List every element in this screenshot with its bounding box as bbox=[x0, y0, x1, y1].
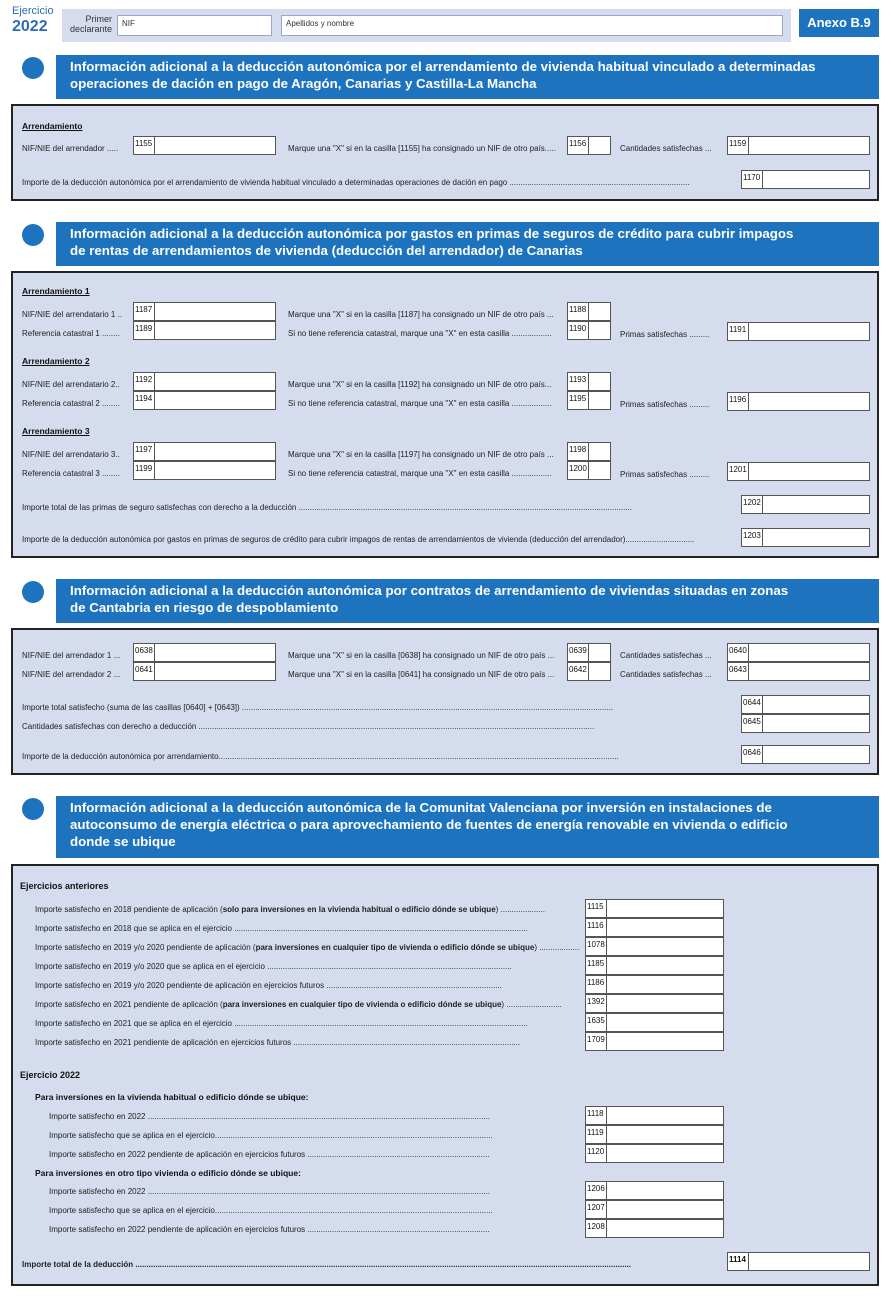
sin-referencia-label: Si no tiene referencia catastral, marque una "X" en esta casilla .................. bbox=[288, 329, 552, 338]
cantidades-label: Cantidades satisfechas ... bbox=[620, 670, 712, 679]
casilla-1709[interactable] bbox=[585, 1032, 724, 1051]
label-dots: ) .................. bbox=[534, 943, 580, 952]
title-line: Información adicional a la deducción autonómica por gastos en primas de seguros de crédito para cubrir impagos bbox=[70, 226, 794, 241]
casilla-code: 1187 bbox=[134, 303, 155, 320]
casilla-1201[interactable] bbox=[727, 462, 870, 481]
anexo-badge: Anexo B.9 bbox=[799, 9, 879, 37]
section-bullet-icon bbox=[22, 798, 44, 820]
casilla-code: 1196 bbox=[728, 393, 749, 410]
casilla-code: 1202 bbox=[742, 496, 763, 513]
nif-arrendador-1-label: NIF/NIE del arrendador 1 ... bbox=[22, 651, 121, 660]
section-bullet-icon bbox=[22, 57, 44, 79]
marque-label: Marque una "X" si en la casilla [1197] ha consignado un NIF de otro país ... bbox=[288, 450, 554, 459]
casilla-1155[interactable] bbox=[133, 136, 276, 155]
casilla-code: 0641 bbox=[134, 663, 155, 680]
label-bold-text: para inversiones en cualquier tipo de vivienda o edificio dónde se ubique bbox=[255, 943, 535, 952]
primas-label: Primas satisfechas ......... bbox=[620, 470, 710, 479]
label-text: Importe satisfecho en 2018 pendiente de aplicación ( bbox=[35, 905, 223, 914]
casilla-1207[interactable] bbox=[585, 1200, 724, 1219]
primer-label: Primer bbox=[85, 14, 112, 24]
ejercicio-year: 2022 bbox=[12, 18, 48, 35]
title-line: Información adicional a la deducción autonómica por contratos de arrendamiento de viviendas situadas en zonas bbox=[70, 583, 789, 598]
importe-deduccion-label: Importe de la deducción autonómica por gastos en primas de seguros de crédito para cubrir impagos de rentas de arrendamientos de vivienda (deducción del arrendador)............................... bbox=[22, 535, 695, 544]
nif-arrendatario-label: NIF/NIE del arrendatario 3.. bbox=[22, 450, 120, 459]
casilla-1116[interactable] bbox=[585, 918, 724, 937]
casilla-code: 0639 bbox=[568, 644, 589, 661]
primas-label: Primas satisfechas ......... bbox=[620, 330, 710, 339]
section-3-title bbox=[56, 579, 879, 623]
importe-row-label bbox=[35, 905, 580, 915]
marque-label: Marque una "X" si en la casilla [0641] ha consignado un NIF de otro país ... bbox=[288, 670, 555, 679]
casilla-1188[interactable] bbox=[567, 302, 611, 321]
casilla-code: 0644 bbox=[742, 696, 763, 713]
casilla-1189[interactable] bbox=[133, 321, 276, 340]
casilla-1195[interactable] bbox=[567, 391, 611, 410]
arrendamiento-3-heading: Arrendamiento 3 bbox=[22, 426, 90, 436]
casilla-1208[interactable] bbox=[585, 1219, 724, 1238]
importe-row-label bbox=[35, 924, 580, 934]
casilla-1187[interactable] bbox=[133, 302, 276, 321]
importe-total-deduccion-label: Importe total de la deducción ............................................................................................................................................................................................................................... bbox=[22, 1260, 631, 1269]
importe-row-label bbox=[35, 1019, 580, 1029]
casilla-0641[interactable] bbox=[133, 662, 276, 681]
casilla-code: 0643 bbox=[728, 663, 749, 680]
casilla-1203[interactable] bbox=[741, 528, 870, 547]
casilla-code: 1078 bbox=[586, 938, 607, 955]
casilla-1185[interactable] bbox=[585, 956, 724, 975]
casilla-code: 0638 bbox=[134, 644, 155, 661]
casilla-code: 1190 bbox=[568, 322, 589, 339]
sin-referencia-label: Si no tiene referencia catastral, marque una "X" en esta casilla .................. bbox=[288, 399, 552, 408]
label-text: Importe satisfecho en 2021 que se aplica en el ejercicio .................................................................................................................................... bbox=[35, 1019, 528, 1028]
casilla-1192[interactable] bbox=[133, 372, 276, 391]
section-1-title bbox=[56, 55, 879, 99]
casilla-0638[interactable] bbox=[133, 643, 276, 662]
marque-label: Marque una "X" si en la casilla [1192] ha consignado un NIF de otro país... bbox=[288, 380, 552, 389]
label-text: Importe satisfecho en 2021 pendiente de aplicación ( bbox=[35, 1000, 223, 1009]
casilla-code: 1186 bbox=[586, 976, 607, 993]
casilla-code: 1208 bbox=[586, 1220, 607, 1237]
title-line: operaciones de dación en pago de Aragón, Canarias y Castilla-La Mancha bbox=[70, 76, 537, 91]
casilla-1190[interactable] bbox=[567, 321, 611, 340]
importe-row-label: Importe satisfecho en 2022 pendiente de aplicación en ejercicios futuros .................................................................................. bbox=[49, 1225, 490, 1234]
casilla-1194[interactable] bbox=[133, 391, 276, 410]
section-2-title bbox=[56, 222, 879, 266]
cantidades-label: Cantidades satisfechas ... bbox=[620, 651, 712, 660]
title-line: de Cantabria en riesgo de despoblamiento bbox=[70, 600, 339, 615]
casilla-code: 1191 bbox=[728, 323, 749, 340]
label-text: Importe satisfecho en 2019 y/o 2020 que se aplica en el ejercicio .............................................................................................................. bbox=[35, 962, 512, 971]
importe-row-label: Importe satisfecho que se aplica en el ejercicio............................................................................................................................. bbox=[49, 1206, 493, 1215]
marque-label: Marque una "X" si en la casilla [1187] ha consignado un NIF de otro país ... bbox=[288, 310, 554, 319]
casilla-1206[interactable] bbox=[585, 1181, 724, 1200]
casilla-1200[interactable] bbox=[567, 461, 611, 480]
casilla-code: 1201 bbox=[728, 463, 749, 480]
casilla-1191[interactable] bbox=[727, 322, 870, 341]
importe-row-label bbox=[35, 962, 580, 972]
importe-row-label: Importe satisfecho en 2022 .......................................................................................................................................................... bbox=[49, 1187, 491, 1196]
casilla-0646[interactable] bbox=[741, 745, 870, 764]
arrendamiento-1-heading: Arrendamiento 1 bbox=[22, 286, 90, 296]
casilla-code: 1194 bbox=[134, 392, 155, 409]
casilla-1120[interactable] bbox=[585, 1144, 724, 1163]
importe-row-label bbox=[35, 1038, 580, 1048]
label-text: Importe satisfecho en 2021 pendiente de aplicación en ejercicios futuros ...................................................................................................... bbox=[35, 1038, 521, 1047]
sin-referencia-label: Si no tiene referencia catastral, marque una "X" en esta casilla .................. bbox=[288, 469, 552, 478]
casilla-1114[interactable] bbox=[727, 1252, 870, 1271]
importe-row-label: Importe satisfecho en 2022 pendiente de aplicación en ejercicios futuros .................................................................................. bbox=[49, 1150, 490, 1159]
title-line: Información adicional a la deducción autonómica de la Comunitat Valenciana por inversión en instalaciones de bbox=[70, 800, 772, 815]
section-bullet-icon bbox=[22, 224, 44, 246]
nif-arrendatario-label: NIF/NIE del arrendatario 1 .. bbox=[22, 310, 123, 319]
referencia-catastral-label: Referencia catastral 1 ........ bbox=[22, 329, 120, 338]
casilla-code: 0640 bbox=[728, 644, 749, 661]
casilla-1202[interactable] bbox=[741, 495, 870, 514]
ejercicio-2022-heading: Ejercicio 2022 bbox=[20, 1070, 81, 1080]
casilla-code: 1188 bbox=[568, 303, 589, 320]
casilla-1635[interactable] bbox=[585, 1013, 724, 1032]
casilla-1199[interactable] bbox=[133, 461, 276, 480]
casilla-code: 0642 bbox=[568, 663, 589, 680]
nif-arrendatario-label: NIF/NIE del arrendatario 2.. bbox=[22, 380, 120, 389]
referencia-catastral-label: Referencia catastral 2 ........ bbox=[22, 399, 120, 408]
nif-arrendador-2-label: NIF/NIE del arrendador 2 ... bbox=[22, 670, 121, 679]
casilla-0640[interactable] bbox=[727, 643, 870, 662]
cantidades-label: Cantidades satisfechas ... bbox=[620, 144, 712, 153]
casilla-1196[interactable] bbox=[727, 392, 870, 411]
ejercicios-anteriores-heading: Ejercicios anteriores bbox=[20, 881, 109, 891]
label-dots: ) .................... bbox=[495, 905, 545, 914]
casilla-code: 1118 bbox=[586, 1107, 607, 1124]
marque-label: Marque una "X" si en la casilla [1155] ha consignado un NIF de otro país..... bbox=[288, 144, 556, 153]
ejercicio-label: Ejercicio bbox=[12, 5, 54, 17]
casilla-0644[interactable] bbox=[741, 695, 870, 714]
importe-row-label bbox=[35, 1000, 580, 1010]
apellidos-field[interactable]: Apellidos y nombre bbox=[281, 15, 783, 36]
casilla-1078[interactable] bbox=[585, 937, 724, 956]
label-bold-text: para inversiones en cualquier tipo de vivienda o edificio dónde se ubique bbox=[222, 1000, 502, 1009]
nif-field[interactable]: NIF bbox=[117, 15, 272, 36]
section-4-title bbox=[56, 796, 879, 858]
casilla-code: 1114 bbox=[728, 1253, 749, 1270]
otro-tipo-heading: Para inversiones en otro tipo vivienda o edificio dónde se ubique: bbox=[35, 1168, 301, 1178]
casilla-code: 1200 bbox=[568, 462, 589, 479]
importe-deduccion-label: Importe de la deducción autonómica por arrendamiento.................................................................................................................................................................................... bbox=[22, 752, 619, 761]
label-text: Importe satisfecho en 2019 y/o 2020 pendiente de aplicación en ejercicios futuros ............................................................................... bbox=[35, 981, 502, 990]
casilla-code: 1193 bbox=[568, 373, 589, 390]
declarante-label: declarante bbox=[69, 24, 112, 34]
casilla-1119[interactable] bbox=[585, 1125, 724, 1144]
casilla-1186[interactable] bbox=[585, 975, 724, 994]
casilla-code: 1189 bbox=[134, 322, 155, 339]
casilla-1156[interactable] bbox=[567, 136, 611, 155]
arrendamiento-2-heading: Arrendamiento 2 bbox=[22, 356, 90, 366]
casilla-1115[interactable] bbox=[585, 899, 724, 918]
casilla-0642[interactable] bbox=[567, 662, 611, 681]
importe-row-label: Importe satisfecho en 2022 .......................................................................................................................................................... bbox=[49, 1112, 491, 1121]
importe-deduccion-label: Importe de la deducción autonómica por el arrendamiento de vivienda habitual vinculado a determinadas operaciones de dación en pago ................................................................................. bbox=[22, 178, 690, 187]
casilla-code: 1170 bbox=[742, 171, 763, 188]
casilla-code: 1119 bbox=[586, 1126, 607, 1143]
casilla-1170[interactable] bbox=[741, 170, 870, 189]
casilla-code: 1185 bbox=[586, 957, 607, 974]
primer-declarante-label bbox=[62, 14, 112, 34]
casilla-code: 1203 bbox=[742, 529, 763, 546]
casilla-code: 1635 bbox=[586, 1014, 607, 1031]
casilla-1197[interactable] bbox=[133, 442, 276, 461]
casilla-1193[interactable] bbox=[567, 372, 611, 391]
casilla-1118[interactable] bbox=[585, 1106, 724, 1125]
arrendamiento-heading: Arrendamiento bbox=[22, 121, 83, 131]
casilla-code: 1159 bbox=[728, 137, 749, 154]
section-bullet-icon bbox=[22, 581, 44, 603]
casilla-code: 1199 bbox=[134, 462, 155, 479]
marque-label: Marque una "X" si en la casilla [0638] ha consignado un NIF de otro país ... bbox=[288, 651, 555, 660]
cantidades-derecho-label: Cantidades satisfechas con derecho a deducción .................................................................................................................................................................................. bbox=[22, 722, 595, 731]
casilla-code: 1206 bbox=[586, 1182, 607, 1199]
casilla-code: 1115 bbox=[586, 900, 607, 917]
casilla-code: 1195 bbox=[568, 392, 589, 409]
casilla-0639[interactable] bbox=[567, 643, 611, 662]
casilla-code: 0646 bbox=[742, 746, 763, 763]
casilla-code: 1192 bbox=[134, 373, 155, 390]
casilla-code: 0645 bbox=[742, 715, 763, 732]
nif-arrendador-label: NIF/NIE del arrendador ..... bbox=[22, 144, 119, 153]
label-bold-text: solo para inversiones en la vivienda habitual o edificio dónde se ubique bbox=[222, 905, 496, 914]
habitual-heading: Para inversiones en la vivienda habitual o edificio dónde se ubique: bbox=[35, 1092, 309, 1102]
label-text: Importe satisfecho en 2018 que se aplica en el ejercicio .................................................................................................................................... bbox=[35, 924, 528, 933]
title-line: donde se ubique bbox=[70, 834, 176, 849]
casilla-code: 1392 bbox=[586, 995, 607, 1012]
primas-label: Primas satisfechas ......... bbox=[620, 400, 710, 409]
casilla-code: 1709 bbox=[586, 1033, 607, 1050]
total-primas-label: Importe total de las primas de seguro satisfechas con derecho a la deducción ...................................................................................................................................................... bbox=[22, 503, 632, 512]
title-line: de rentas de arrendamientos de vivienda (deducción del arrendador) de Canarias bbox=[70, 243, 583, 258]
casilla-code: 1197 bbox=[134, 443, 155, 460]
casilla-0643[interactable] bbox=[727, 662, 870, 681]
casilla-1392[interactable] bbox=[585, 994, 724, 1013]
label-dots: ) ......................... bbox=[501, 1000, 562, 1009]
casilla-1198[interactable] bbox=[567, 442, 611, 461]
casilla-0645[interactable] bbox=[741, 714, 870, 733]
casilla-code: 1120 bbox=[586, 1145, 607, 1162]
casilla-1159[interactable] bbox=[727, 136, 870, 155]
importe-total-label: Importe total satisfecho (suma de las casillas [0640] + [0643]) ....................................................................................................................................................................... bbox=[22, 703, 614, 712]
casilla-code: 1116 bbox=[586, 919, 607, 936]
title-line: Información adicional a la deducción autonómica por el arrendamiento de vivienda habitual vinculado a determinadas bbox=[70, 59, 816, 74]
label-text: Importe satisfecho en 2019 y/o 2020 pendiente de aplicación ( bbox=[35, 943, 256, 952]
casilla-code: 1198 bbox=[568, 443, 589, 460]
importe-row-label bbox=[35, 981, 580, 991]
casilla-code: 1207 bbox=[586, 1201, 607, 1218]
casilla-code: 1155 bbox=[134, 137, 155, 154]
casilla-code: 1156 bbox=[568, 137, 589, 154]
referencia-catastral-label: Referencia catastral 3 ........ bbox=[22, 469, 120, 478]
importe-row-label: Importe satisfecho que se aplica en el ejercicio............................................................................................................................. bbox=[49, 1131, 493, 1140]
title-line: autoconsumo de energía eléctrica o para aprovechamiento de fuentes de energía renovable en vivienda o edificio bbox=[70, 817, 788, 832]
importe-row-label bbox=[35, 943, 580, 953]
